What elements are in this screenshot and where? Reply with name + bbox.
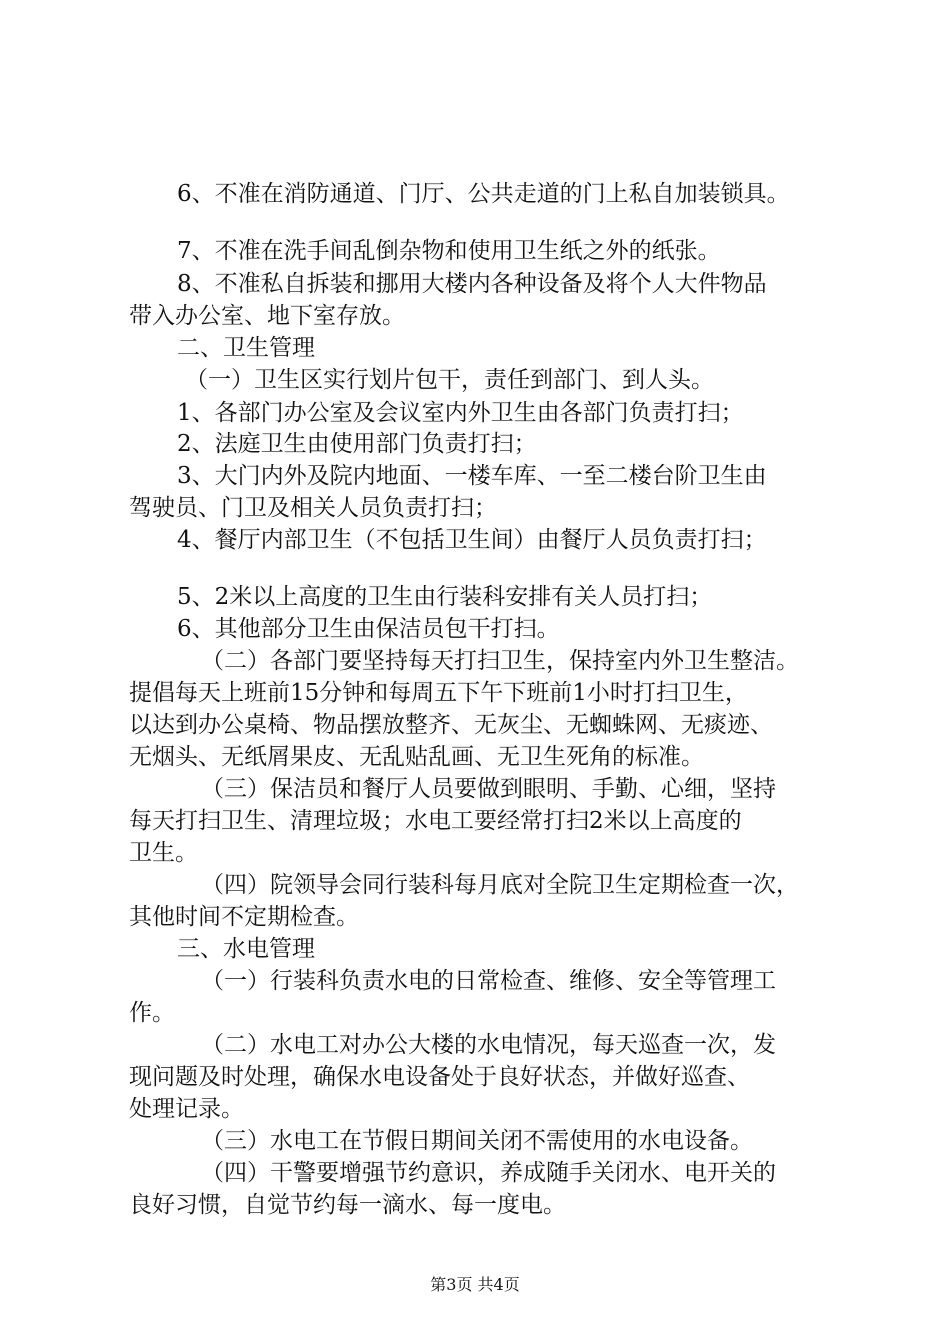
text-line: 带入办公室、地下室存放。 bbox=[129, 303, 405, 329]
text-line: （四）干警要增强节约意识，养成随手关闭水、电开关的 bbox=[201, 1160, 776, 1186]
text-line: 8、不准私自拆装和挪用大楼内各种设备及将个人大件物品 bbox=[177, 271, 767, 297]
text-line: 4、餐厅内部卫生（不包括卫生间）由餐厅人员负责打扫； bbox=[177, 527, 767, 553]
text-line: 6、不准在消防通道、门厅、公共走道的门上私自加装锁具。 bbox=[177, 181, 790, 207]
text-line: 2、法庭卫生由使用部门负责打扫； bbox=[177, 431, 537, 457]
text-line: 以达到办公桌椅、物品摆放整齐、无灰尘、无蜘蛛网、无痰迹、 bbox=[129, 712, 773, 738]
text-line: 5、2米以上高度的卫生由行装科安排有关人员打扫； bbox=[177, 584, 713, 610]
text-line: 每天打扫卫生、清理垃圾；水电工要经常打扫2米以上高度的 bbox=[129, 808, 742, 834]
text-line: （三）水电工在节假日期间关闭不需使用的水电设备。 bbox=[201, 1128, 753, 1154]
text-line: 良好习惯，自觉节约每一滴水、每一度电。 bbox=[129, 1192, 566, 1218]
section-heading: 三、水电管理 bbox=[177, 936, 315, 962]
text-line: （三）保洁员和餐厅人员要做到眼明、手勤、心细，坚持 bbox=[201, 776, 776, 802]
text-line: 现问题及时处理，确保水电设备处于良好状态，并做好巡查、 bbox=[129, 1064, 750, 1090]
text-line: 6、其他部分卫生由保洁员包干打扫。 bbox=[177, 616, 560, 642]
page-number-footer: 第3页 共4页 bbox=[430, 1275, 520, 1294]
text-line: 驾驶员、门卫及相关人员负责打扫； bbox=[129, 495, 497, 521]
section-heading: 二、卫生管理 bbox=[177, 335, 315, 361]
text-line: 3、大门内外及院内地面、一楼车库、一至二楼台阶卫生由 bbox=[177, 463, 767, 489]
text-line: （一）行装科负责水电的日常检查、维修、安全等管理工 bbox=[201, 968, 776, 994]
text-line: （四）院领导会同行装科每月底对全院卫生定期检查一次， bbox=[201, 872, 799, 898]
text-line: 其他时间不定期检查。 bbox=[129, 904, 359, 930]
text-line: 1、各部门办公室及会议室内外卫生由各部门负责打扫； bbox=[177, 400, 744, 426]
text-line: （二）水电工对办公大楼的水电情况，每天巡查一次，发 bbox=[201, 1032, 776, 1058]
text-line: （二）各部门要坚持每天打扫卫生，保持室内外卫生整洁。 bbox=[201, 648, 799, 674]
text-line: 处理记录。 bbox=[129, 1096, 244, 1122]
text-line: （一）卫生区实行划片包干，责任到部门、到人头。 bbox=[185, 367, 714, 393]
text-line: 卫生。 bbox=[129, 840, 198, 866]
text-line: 提倡每天上班前15分钟和每周五下午下班前1小时打扫卫生， bbox=[129, 680, 748, 706]
text-line: 无烟头、无纸屑果皮、无乱贴乱画、无卫生死角的标准。 bbox=[129, 744, 704, 770]
text-line: 作。 bbox=[129, 1000, 175, 1026]
text-line: 7、不准在洗手间乱倒杂物和使用卫生纸之外的纸张。 bbox=[177, 238, 721, 264]
